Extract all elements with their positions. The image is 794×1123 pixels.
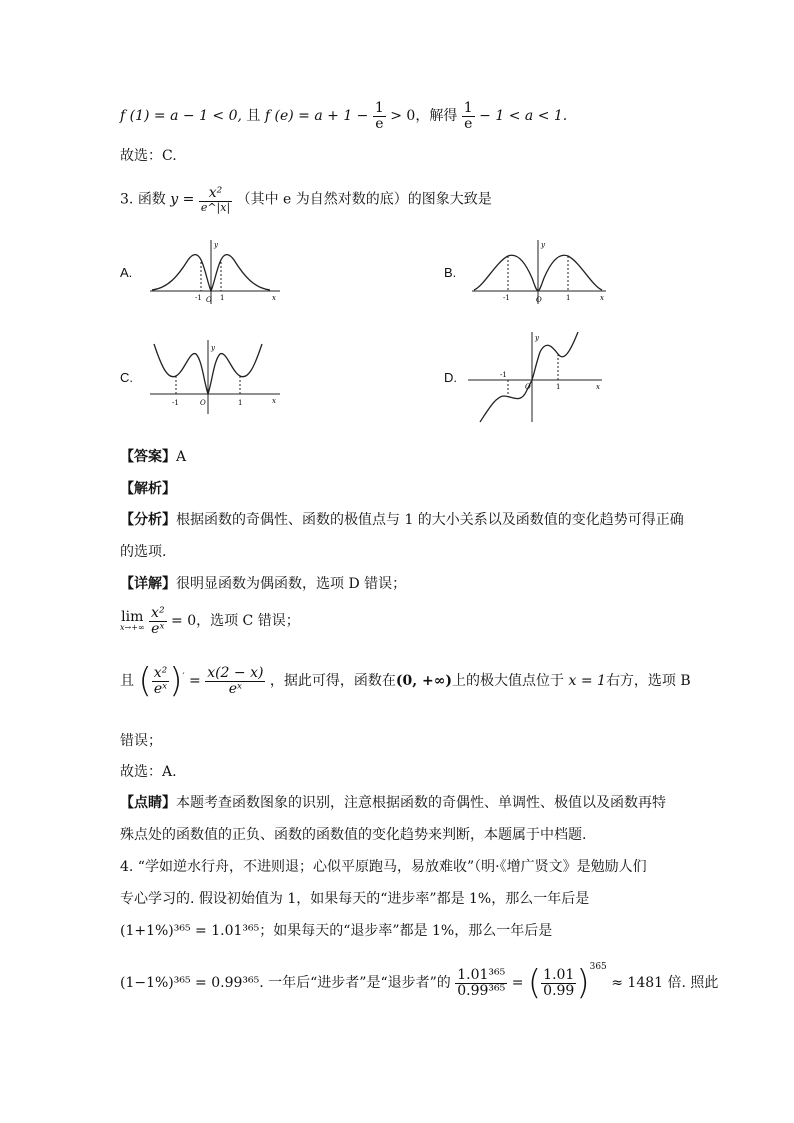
dianjing-text-1: 本题考查函数图象的识别，注意根据函数的奇偶性、单调性、极值以及函数再特 xyxy=(176,795,666,811)
curve-d xyxy=(480,332,578,422)
ratio-eq: = xyxy=(511,975,524,991)
xiangjie-tag: 【详解】 xyxy=(120,576,176,592)
ratio-fraction: $\frac{\text{1.01³⁶⁵}}{\text{0.99³⁶⁵}}$ xyxy=(457,966,506,999)
x-label: x xyxy=(272,397,276,405)
select-line-1: 故选：C. xyxy=(120,148,177,164)
graph-a xyxy=(148,238,284,306)
fenxi-line-2: 的选项. xyxy=(120,544,167,560)
x-label: x xyxy=(600,294,604,302)
solution-fraction: $\frac{1}{e}$ xyxy=(463,100,473,132)
dianjing-line-1 xyxy=(120,792,666,812)
paren-exponent: 365 xyxy=(589,962,607,972)
y-label: y xyxy=(541,241,545,249)
fenxi-line-1 xyxy=(120,509,684,529)
deriv-fraction: $\frac{x(2 - x)}{\text{eˣ}}$ xyxy=(207,664,264,697)
option-b-label: B. xyxy=(444,265,457,280)
option-a-label: A. xyxy=(120,265,133,280)
limit-line xyxy=(120,606,300,636)
answer-line xyxy=(120,446,186,466)
q4-line-4 xyxy=(120,962,719,1003)
tick-one: 1 xyxy=(556,383,561,391)
tick-minus1: -1 xyxy=(500,371,507,379)
prime-mark: ′ xyxy=(182,672,185,683)
x-label: x xyxy=(596,383,600,391)
q4-line-1: 4. “学如逆水行舟，不进则退；心似平原跑马，易放难收”（明·《增广贤文》是勉励人们 xyxy=(120,859,647,875)
inner-fraction: $\frac{\text{x²}}{\text{eˣ}}$ xyxy=(153,664,168,697)
formula-line-1 xyxy=(120,101,567,131)
limit-operator: lim x→+∞ xyxy=(120,609,145,633)
deriv-xeq: x = 1 xyxy=(568,673,606,689)
q4-text-3: ；如果每天的“退步率”都是 1%，那么一年后是 xyxy=(259,923,553,939)
limit-rest: = 0，选项 C 错误； xyxy=(171,613,300,630)
answer-value: A xyxy=(176,449,187,465)
graph-b xyxy=(470,238,610,306)
q4-line-3 xyxy=(120,920,552,940)
q4-math-3: (1+1%)³⁶⁵ = 1.01³⁶⁵ xyxy=(120,923,260,939)
xiangjie-line xyxy=(120,573,406,593)
dianjing-tag: 【点睛】 xyxy=(120,795,176,811)
tick-minus1: -1 xyxy=(195,294,202,302)
tick-one: 1 xyxy=(238,399,243,407)
derivative-line xyxy=(120,661,691,701)
xiangjie-text: 很明显函数为偶函数，选项 D 错误； xyxy=(176,576,407,592)
and-word: 且 xyxy=(246,108,261,125)
fenxi-tag: 【分析】 xyxy=(120,512,176,528)
deriv-and: 且 xyxy=(120,673,134,689)
approx-text: ≈ 1481 倍. 照此 xyxy=(611,975,719,991)
analysis-tag: 【解析】 xyxy=(120,481,176,497)
one-over-e-fraction: $\frac{1}{e}$ xyxy=(374,100,384,132)
deriv-interval: (0, +∞) xyxy=(395,673,453,689)
y-label: y xyxy=(214,241,218,249)
fe-expr: f (e) = a + 1 − xyxy=(264,108,369,125)
paren-fraction: $\frac{1.01}{0.99}$ xyxy=(543,966,575,999)
deriv-eq: = xyxy=(189,673,201,689)
dianjing-line-2: 殊点处的函数值的正负、函数的函数值的变化趋势来判断，本题属于中档题. xyxy=(120,827,587,843)
deriv-rest-1: ，据此可得，函数在 xyxy=(269,673,396,689)
fenxi-text-1: 根据函数的奇偶性、函数的极值点与 1 的大小关系以及函数值的变化趋势可得正确 xyxy=(176,512,684,528)
q3-number: 3. xyxy=(120,191,134,208)
tick-minus1: -1 xyxy=(172,399,179,407)
answer-tag: 【答案】 xyxy=(120,449,176,465)
origin-label: O xyxy=(525,383,531,391)
graph-c xyxy=(148,338,284,416)
y-label: y xyxy=(535,334,539,342)
q4-text-4: . 一年后“进步者”是“退步者”的 xyxy=(259,975,451,991)
question-3 xyxy=(120,186,492,213)
q4-math-4: (1−1%)³⁶⁵ = 0.99³⁶⁵ xyxy=(120,975,260,991)
option-d-label: D. xyxy=(444,370,457,385)
q3-y-eq: y = xyxy=(170,191,195,208)
tick-minus1: -1 xyxy=(503,294,510,302)
f1-expr: f (1) = a − 1 < 0, xyxy=(120,108,242,125)
paren-left-2: ( xyxy=(527,963,542,1003)
q3-prefix: 函数 xyxy=(137,191,166,208)
origin-label: O xyxy=(206,296,212,304)
paren-right-2: ) xyxy=(576,963,590,1003)
q3-fraction: $\frac{\text{x²}}{e\^{}|x|}$ xyxy=(200,185,231,214)
deriv-rest-2: 上的极大值点位于 xyxy=(452,673,565,689)
tick-one: 1 xyxy=(220,294,225,302)
origin-label: O xyxy=(536,296,542,304)
deriv-rest-3: 右方，选项 B xyxy=(605,673,691,689)
tick-one: 1 xyxy=(566,294,571,302)
y-label: y xyxy=(211,344,215,352)
q4-line-2: 专心学习的. 假设初始值为 1，如果每天的“进步率”都是 1%，那么一年后是 xyxy=(120,891,590,907)
graph-d xyxy=(466,330,606,424)
fe-right: > 0，解得 xyxy=(390,108,458,125)
option-c-label: C. xyxy=(120,370,133,385)
solution-right: − 1 < a < 1. xyxy=(479,108,568,125)
q3-suffix: （其中 e 为自然对数的底）的图象大致是 xyxy=(236,191,492,208)
origin-label: O xyxy=(200,399,206,407)
limit-fraction: $\frac{\text{x²}}{\text{eˣ}}$ xyxy=(151,605,165,637)
select-line-2: 故选：A. xyxy=(120,764,177,780)
wrong-line: 错误； xyxy=(120,733,162,749)
paren-left: ( xyxy=(138,661,152,701)
paren-right: ) xyxy=(169,661,183,701)
x-label: x xyxy=(272,294,276,302)
